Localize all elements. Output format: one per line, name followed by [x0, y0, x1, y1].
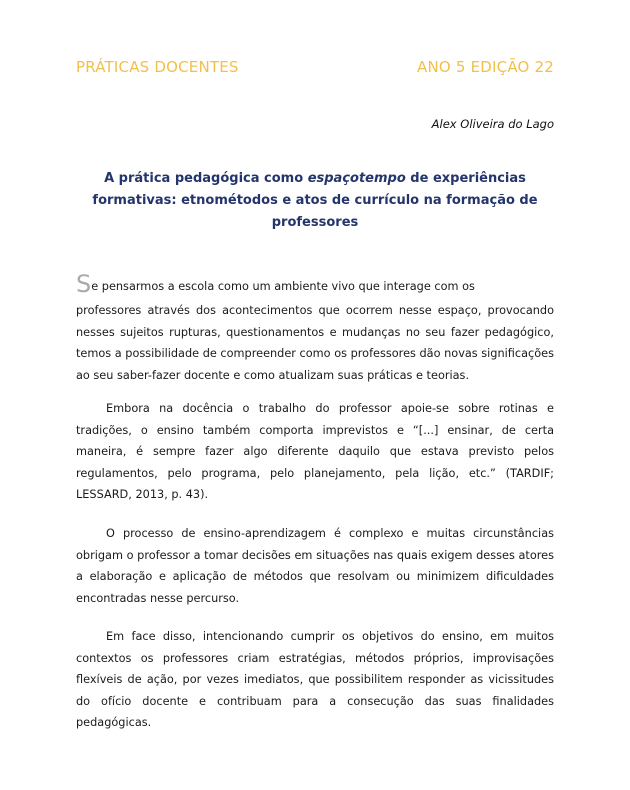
issue-info: ANO 5 EDIÇÃO 22	[417, 58, 554, 76]
paragraph-1-first-line-text: e pensarmos a escola como um ambiente vivo que interage com os	[91, 280, 475, 293]
paragraph-3: O processo de ensino-aprendizagem é complexo e muitas circunstâncias obrigam o professor a tomar decisões em situações nas quais exigem desses atores a elaboração e aplicação de métodos que resolvam ou minimizem dificuldades encontradas nesse percurso.	[76, 527, 554, 605]
paragraph-2: Embora na docência o trabalho do professor apoie-se sobre rotinas e tradições, o ensino também comporta imprevistos e “[...] ensinar, de certa maneira, é sempre fazer algo diferente daquilo que estava previsto pelos regulamentos, pelo programa, pelo planejamento, pela lição, etc.” (TARDIF; LESSARD, 2013, p. 43).	[76, 402, 554, 501]
title-part-1: A prática pedagógica como	[104, 171, 308, 186]
author-name: Alex Oliveira do Lago	[431, 117, 554, 131]
article-title	[76, 168, 554, 234]
title-italic-term: espaçotempo	[307, 171, 406, 186]
paragraph-1	[76, 268, 554, 386]
journal-section-title: PRÁTICAS DOCENTES	[76, 58, 239, 76]
paragraph-1-rest: professores através dos acontecimentos que ocorrem nesse espaço, provocando nesses sujeitos rupturas, questionamentos e mudanças no seu fazer pedagógico, temos a possibilidade de compreender como os professores dão novas significações ao seu saber-fazer docente e como atualizam suas práticas e teorias.	[76, 304, 554, 382]
paragraph-1-first-line	[76, 268, 554, 300]
paragraph-4: Em face disso, intencionando cumprir os objetivos do ensino, em muitos contextos os professores criam estratégias, métodos próprios, improvisações flexíveis de ação, por vezes imediatos, que possibilitem responder as vicissitudes do ofício docente e contribuam para a consecução das suas finalidades pedagógicas.	[76, 630, 554, 729]
title-part-2: de experiências formativas: etnométodos e atos de currículo na formação de professores	[92, 171, 538, 230]
running-header	[76, 58, 554, 76]
drop-cap: S	[76, 270, 92, 298]
